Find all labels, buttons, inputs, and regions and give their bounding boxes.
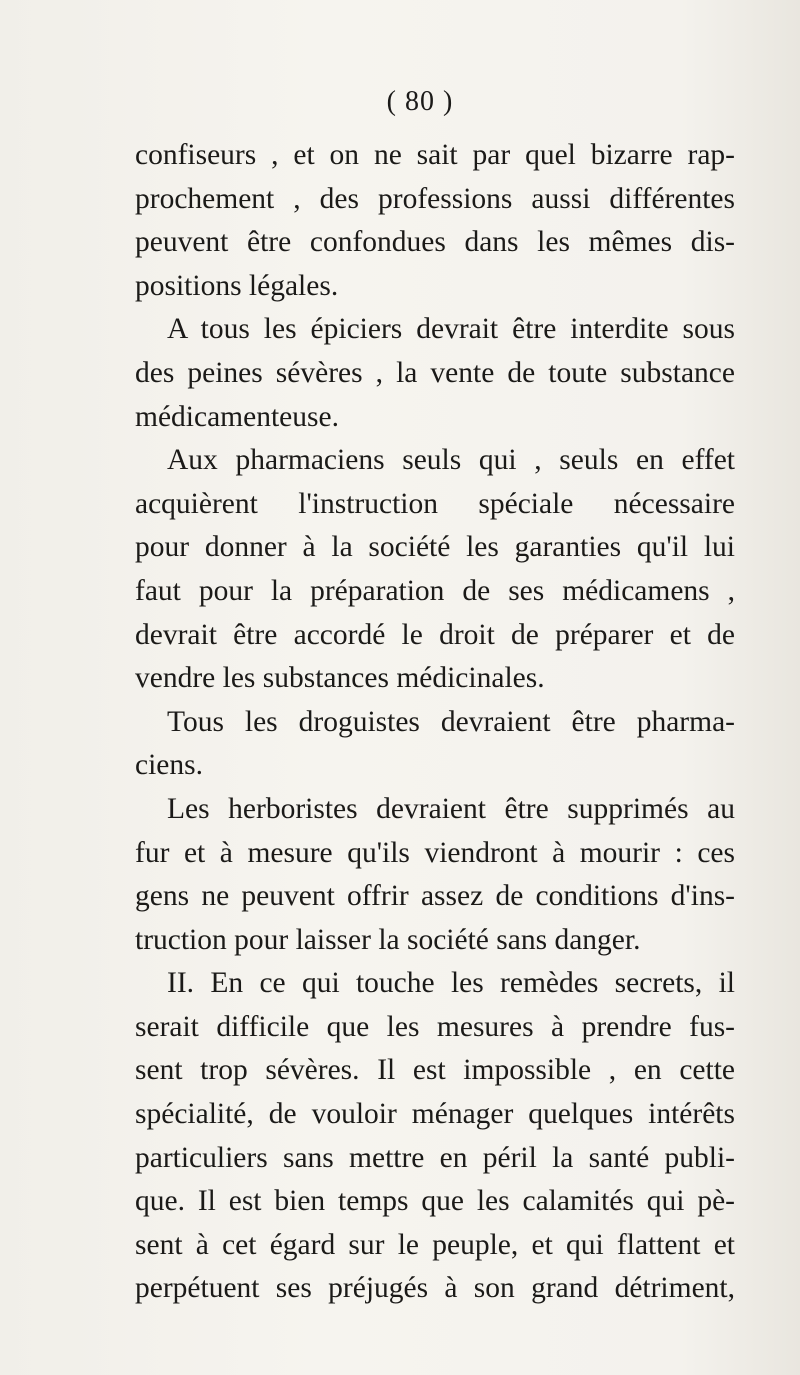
text-line: médicamenteuse.	[135, 400, 339, 433]
text-line: confiseurs , et on ne sait par quel bizarre rap-	[135, 139, 735, 171]
page-text	[135, 134, 735, 1311]
text-line: particuliers sans mettre en péril la santé publi-	[135, 1141, 735, 1174]
text-line: gens ne peuvent offrir assez de conditions d'ins-	[135, 880, 735, 913]
text-line: spécialité, de vouloir ménager quelques intérêts	[135, 1098, 735, 1131]
text-line: devrait être accordé le droit de préparer et de	[135, 618, 735, 651]
text-line: sent à cet égard sur le peuple, et qui flattent et	[135, 1228, 735, 1261]
text-line: peuvent être confondues dans les mêmes dis-	[135, 226, 735, 259]
text-line: Les herboristes devraient être supprimés au	[167, 792, 735, 825]
text-line: Tous les droguistes devraient être pharma-	[167, 705, 735, 738]
text-line: II. En ce qui touche les remèdes secrets, il	[167, 967, 735, 1000]
text-line: positions légales.	[135, 269, 339, 302]
text-line: vendre les substances médicinales.	[135, 662, 545, 695]
text-line: A tous les épiciers devrait être interdite sous	[167, 313, 735, 346]
text-line: truction pour laisser la société sans danger.	[135, 923, 641, 956]
text-line: des peines sévères , la vente de toute substance	[135, 356, 735, 389]
text-line: acquièrent l'instruction spéciale nécessaire	[135, 487, 735, 520]
text-line: fur et à mesure qu'ils viendront à mourir : ces	[135, 836, 735, 869]
text-line: que. Il est bien temps que les calamités qui pè-	[135, 1185, 735, 1218]
page-number: ( 80 )	[386, 86, 454, 117]
text-line: sent trop sévères. Il est impossible , en cette	[135, 1054, 735, 1087]
text-line: ciens.	[135, 749, 203, 782]
text-line: serait difficile que les mesures à prendre fus-	[135, 1010, 735, 1043]
text-line: prochement , des professions aussi différentes	[135, 182, 735, 215]
text-line: pour donner à la société les garanties qu'il lui	[135, 531, 735, 564]
text-line: Aux pharmaciens seuls qui , seuls en effet	[167, 444, 735, 477]
text-line: perpétuent ses préjugés à son grand détriment,	[135, 1272, 735, 1305]
text-line: faut pour la préparation de ses médicamens ,	[135, 574, 735, 607]
